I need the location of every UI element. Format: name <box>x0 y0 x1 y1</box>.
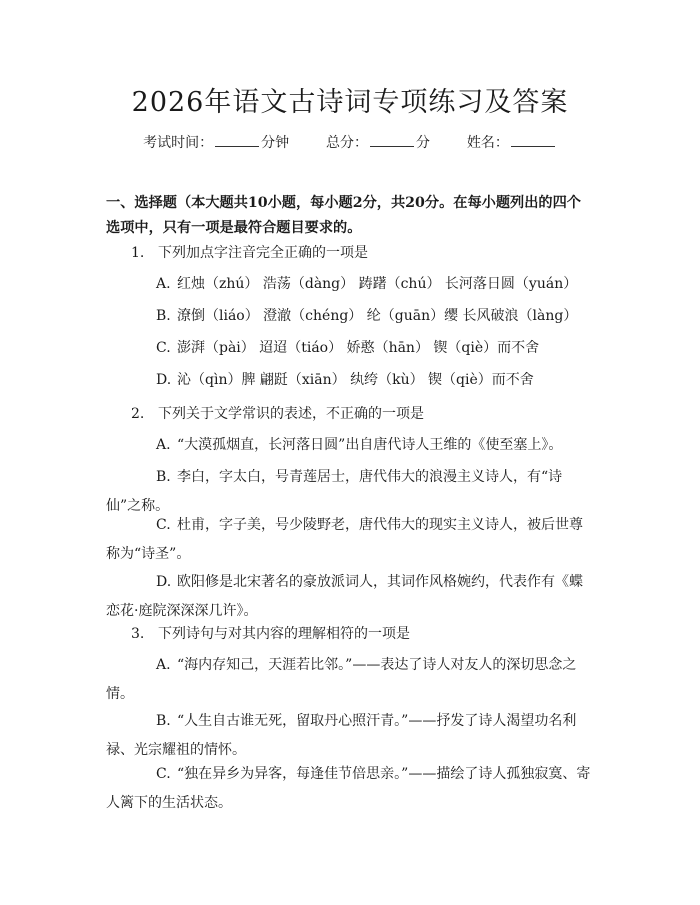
question-1 <box>131 243 594 263</box>
option-letter: B. <box>156 308 171 324</box>
question-stem: 下列诗句与对其内容的理解相符的一项是 <box>158 626 410 642</box>
question-number: 1. <box>131 245 145 261</box>
q1-option-d <box>106 366 594 395</box>
score-label: 总分： <box>326 135 368 151</box>
score-unit: 分 <box>416 135 430 151</box>
option-text: “大漠孤烟直，长河落日圆”出自唐代诗人王维的《使至塞上》。 <box>177 437 563 453</box>
option-text: 欧阳修是北宋著名的豪放派词人，其词作风格婉约，代表作有《蝶恋花·庭院深深深几许》。 <box>106 574 583 619</box>
option-letter: D. <box>156 574 172 590</box>
q3-option-b <box>106 707 594 765</box>
time-unit: 分钟 <box>261 135 290 151</box>
section-heading: 一、选择题（本大题共10小题，每小题2分，共20分。在每小题列出的四个选项中，只有一项是最符合题目要求的。 <box>106 195 581 236</box>
option-letter: A. <box>156 276 171 292</box>
score-blank <box>370 134 414 147</box>
question-number: 2. <box>131 406 145 422</box>
option-text: 沁（qìn）脾 翩跹（xiān） 纨绔（kù） 锲（qiè）而不舍 <box>177 372 534 388</box>
option-text: 澎湃（pài） 迢迢（tiáo） 娇憨（hān） 锲（qiè）而不舍 <box>177 340 540 356</box>
question-number: 3. <box>131 626 145 642</box>
option-letter: C. <box>156 340 171 356</box>
option-letter: C. <box>156 517 171 533</box>
option-text: “独在异乡为异客，每逢佳节倍思亲。”——描绘了诗人孤独寂寞、寄人篱下的生活状态。 <box>106 766 591 811</box>
q1-option-b <box>106 302 594 331</box>
name-label: 姓名： <box>466 135 509 151</box>
option-text: “人生自古谁无死，留取丹心照汗青。”——抒发了诗人渴望功名利禄、光宗耀祖的情怀。 <box>106 713 577 758</box>
question-stem: 下列加点字注音完全正确的一项是 <box>158 245 368 261</box>
option-text: 杜甫，字子美，号少陵野老，唐代伟大的现实主义诗人，被后世尊称为“诗圣”。 <box>106 517 583 562</box>
option-letter: A. <box>156 657 171 673</box>
option-text: “海内存知己，天涯若比邻。”——表达了诗人对友人的深切思念之情。 <box>106 657 577 702</box>
option-text: 李白，字太白，号青莲居士，唐代伟大的浪漫主义诗人，有“诗仙”之称。 <box>106 469 563 514</box>
option-letter: C. <box>156 766 171 782</box>
option-text: 红烛（zhú） 浩荡（dàng） 踌躇（chú） 长河落日圆（yuán） <box>177 276 578 292</box>
option-letter: B. <box>156 713 171 729</box>
q2-option-c <box>106 511 594 569</box>
q2-option-a <box>106 431 594 460</box>
q2-option-d <box>106 568 594 626</box>
q3-option-a <box>106 651 594 709</box>
q1-option-a <box>106 270 594 299</box>
option-text: 潦倒（liáo） 澄澈（chéng） 纶（guān）缨 长风破浪（làng） <box>177 308 578 324</box>
question-stem: 下列关于文学常识的表述，不正确的一项是 <box>158 406 424 422</box>
q1-option-c <box>106 334 594 363</box>
q3-option-c <box>106 760 594 818</box>
page-title: 2026年语文古诗词专项练习及答案 <box>131 87 569 118</box>
option-letter: A. <box>156 437 171 453</box>
exam-info-line <box>0 132 700 152</box>
question-3 <box>131 624 594 644</box>
question-2 <box>131 404 594 424</box>
name-blank <box>511 134 555 147</box>
option-letter: B. <box>156 469 171 485</box>
option-letter: D. <box>156 372 172 388</box>
time-blank <box>215 134 259 147</box>
time-label: 考试时间： <box>143 135 214 151</box>
